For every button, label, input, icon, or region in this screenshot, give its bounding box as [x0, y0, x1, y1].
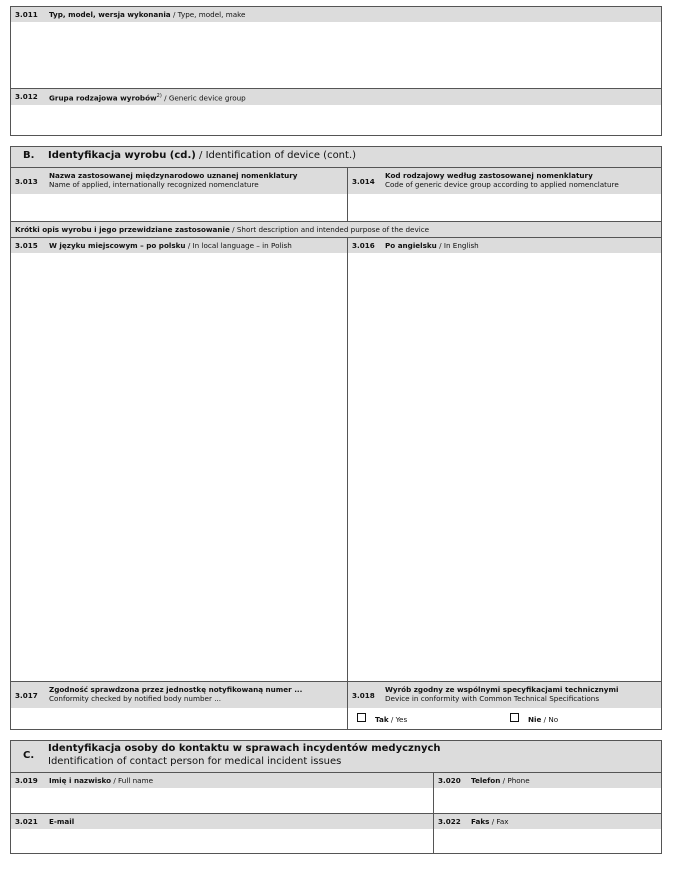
- section-b-letter: B.: [23, 150, 35, 161]
- field-3020-header: [434, 773, 661, 788]
- column-divider: [347, 168, 348, 221]
- field-3013-header: [11, 168, 347, 194]
- field-3016-header: [348, 238, 661, 253]
- section-b-title: Identyfikacja wyrobu (cd.) / Identification of device (cont.): [48, 150, 357, 161]
- field-3017-header: [11, 682, 347, 708]
- field-3018-number: 3.018: [352, 691, 375, 700]
- field-3022-input[interactable]: [434, 829, 661, 853]
- field-3012-number: 3.012: [15, 92, 38, 101]
- field-3012-label: Grupa rodzajowa wyrobów$^{2)}$ / Generic device group: [49, 93, 246, 103]
- short-description-header: [11, 222, 661, 237]
- field-3013-input[interactable]: [11, 194, 347, 221]
- section-c-box: [10, 740, 662, 854]
- field-3013-label-pl: Nazwa zastosowanej międzynarodowo uznanej nomenklatury: [49, 171, 298, 180]
- field-3014-header: [348, 168, 661, 194]
- field-3019-input[interactable]: [11, 788, 433, 813]
- field-3015-input[interactable]: [11, 253, 347, 681]
- section-c-title-pl: Identyfikacja osoby do kontaktu w sprawach incydentów medycznych: [48, 743, 441, 754]
- field-3020-input[interactable]: [434, 788, 661, 813]
- checkbox-yes[interactable]: [357, 713, 366, 722]
- field-3015-number: 3.015: [15, 241, 38, 250]
- field-3021-header: [11, 814, 433, 829]
- field-3021-number: 3.021: [15, 817, 38, 826]
- field-3022-number: 3.022: [438, 817, 461, 826]
- checkbox-yes-label: Tak / Yes: [375, 715, 408, 724]
- field-3016-number: 3.016: [352, 241, 375, 250]
- field-3017-number: 3.017: [15, 691, 38, 700]
- field-3022-label: Faks / Fax: [471, 817, 509, 826]
- section-b-header: [11, 147, 661, 167]
- field-3014-number: 3.014: [352, 177, 375, 186]
- field-3022-header: [434, 814, 661, 829]
- field-3016-label: Po angielsku / In English: [385, 241, 479, 250]
- field-3016-input[interactable]: [348, 253, 661, 681]
- top-fields-box: [10, 6, 662, 136]
- field-3020-label: Telefon / Phone: [471, 776, 530, 785]
- field-3012-header: [11, 89, 661, 105]
- field-3015-header: [11, 238, 347, 253]
- field-3019-label: Imię i nazwisko / Full name: [49, 776, 154, 785]
- field-3018-label-pl: Wyrób zgodny ze wspólnymi specyfikacjami technicznymi: [385, 685, 619, 694]
- field-3014-label-pl: Kod rodzajowy według zastosowanej nomenklatury: [385, 171, 593, 180]
- field-3017-input[interactable]: [11, 708, 347, 729]
- field-3017-label-pl: Zgodność sprawdzona przez jednostkę notyfikowaną numer ...: [49, 685, 303, 694]
- section-c-title-en: Identification of contact person for medical incident issues: [48, 756, 342, 767]
- field-3011-number: 3.011: [15, 10, 38, 19]
- field-3011-input[interactable]: [11, 22, 661, 88]
- checkbox-no[interactable]: [510, 713, 519, 722]
- field-3014-input[interactable]: [348, 194, 661, 221]
- short-description-label: Krótki opis wyrobu i jego przewidziane zastosowanie / Short description and intended purpose of the device: [15, 225, 430, 234]
- field-3013-label-en: Name of applied, internationally recognized nomenclature: [49, 180, 259, 189]
- section-c-letter: C.: [23, 750, 35, 761]
- column-divider: [347, 238, 348, 730]
- field-3015-label: W języku miejscowym – po polsku / In local language – in Polish: [49, 241, 292, 250]
- field-3021-input[interactable]: [11, 829, 433, 853]
- column-divider: [433, 773, 434, 853]
- field-3019-header: [11, 773, 433, 788]
- field-3019-number: 3.019: [15, 776, 38, 785]
- field-3011-header: [11, 7, 661, 22]
- field-3013-number: 3.013: [15, 177, 38, 186]
- field-3021-label: E-mail: [49, 817, 75, 826]
- section-c-header: [11, 741, 661, 772]
- field-3014-label-en: Code of generic device group according to applied nomenclature: [385, 180, 619, 189]
- field-3017-label-en: Conformity checked by notified body number ...: [49, 694, 222, 703]
- field-3011-label: Typ, model, wersja wykonania / Type, model, make: [49, 10, 246, 19]
- field-3018-label-en: Device in conformity with Common Technical Specifications: [385, 694, 600, 703]
- field-3018-header: [348, 682, 661, 708]
- checkbox-no-label: Nie / No: [528, 715, 559, 724]
- section-b-box: [10, 146, 662, 730]
- field-3020-number: 3.020: [438, 776, 461, 785]
- field-3012-input[interactable]: [11, 105, 661, 135]
